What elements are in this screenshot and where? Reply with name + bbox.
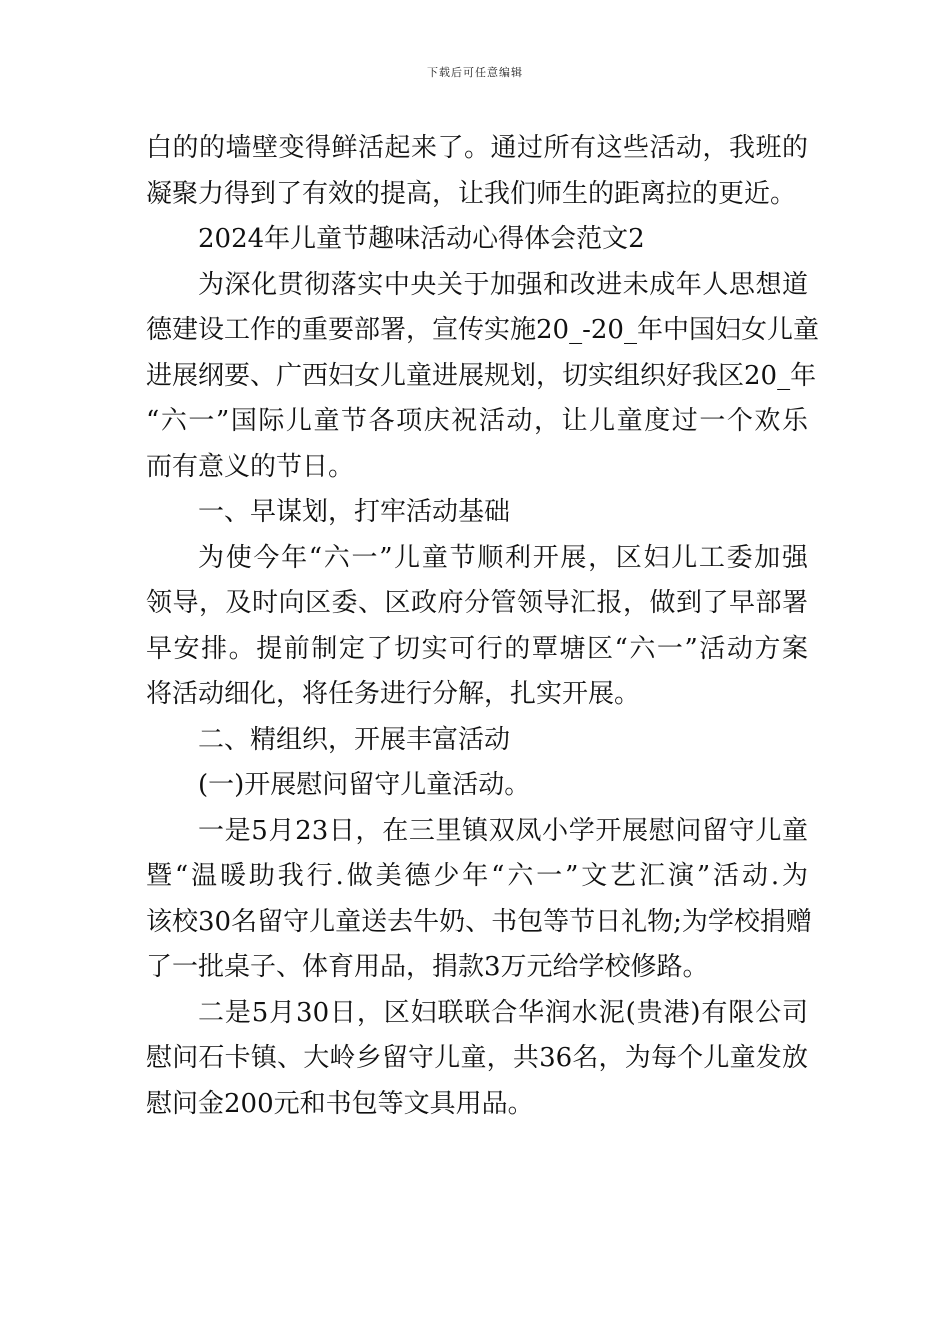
text-line: 为深化贯彻落实中央关于加强和改进未成年人思想道: [198, 269, 808, 300]
subsection-heading: [146, 763, 808, 809]
text-line: 一、早谋划，打牢活动基础: [198, 497, 511, 527]
text-line: (一)开展慰问留守儿童活动。: [198, 770, 531, 800]
text-line: 二、精组织，开展丰富活动: [198, 724, 511, 755]
section-heading: [146, 490, 808, 536]
text-line: 为使今年“六一”儿童节顺利开展，区妇儿工委加强: [198, 542, 808, 573]
section-title: [146, 217, 808, 263]
text-line: 进展纲要、广西妇女儿童进展规划，切实组织好我区20_年: [146, 360, 817, 391]
header-note: 下载后可任意编辑: [427, 66, 523, 79]
paragraph: [146, 991, 808, 1128]
text-line: 二是5月30日，区妇联联合华润水泥(贵港)有限公司: [198, 997, 808, 1028]
text-line: 领导，及时向区委、区政府分管领导汇报，做到了早部署: [146, 588, 808, 618]
document-body: [146, 126, 819, 1127]
text-line: 慰问石卡镇、大岭乡留守儿童，共36名，为每个儿童发放: [146, 1043, 808, 1073]
text-line: 一是5月23日，在三里镇双凤小学开展慰问留守儿童: [198, 815, 808, 846]
text-line: 早安排。提前制定了切实可行的覃塘区“六一”活动方案: [146, 633, 808, 664]
paragraph: [146, 263, 819, 491]
text-line: 而有意义的节日。: [146, 451, 355, 482]
paragraph: [146, 126, 808, 217]
text-line: 慰问金200元和书包等文具用品。: [146, 1088, 534, 1119]
paragraph: [146, 536, 808, 718]
text-line: 了一批桌子、体育用品，捐款3万元给学校修路。: [146, 952, 709, 982]
text-line: 2024年儿童节趣味活动心得体会范文2: [198, 224, 645, 254]
section-heading: [146, 718, 808, 764]
paragraph: [146, 809, 812, 991]
text-line: 凝聚力得到了有效的提高，让我们师生的距离拉的更近。: [146, 178, 797, 209]
text-line: “六一”国际儿童节各项庆祝活动，让儿童度过一个欢乐: [146, 406, 808, 436]
text-line: 将活动细化，将任务进行分解，扎实开展。: [146, 679, 641, 709]
text-line: 暨“温暖助我行.做美德少年“六一”文艺汇演”活动.为: [146, 861, 808, 891]
text-line: 该校30名留守儿童送去牛奶、书包等节日礼物;为学校捐赠: [146, 906, 812, 937]
text-line: 白的的墙壁变得鲜活起来了。通过所有这些活动，我班的: [146, 133, 808, 163]
text-line: 德建设工作的重要部署，宣传实施20_-20_年中国妇女儿童: [146, 315, 819, 345]
